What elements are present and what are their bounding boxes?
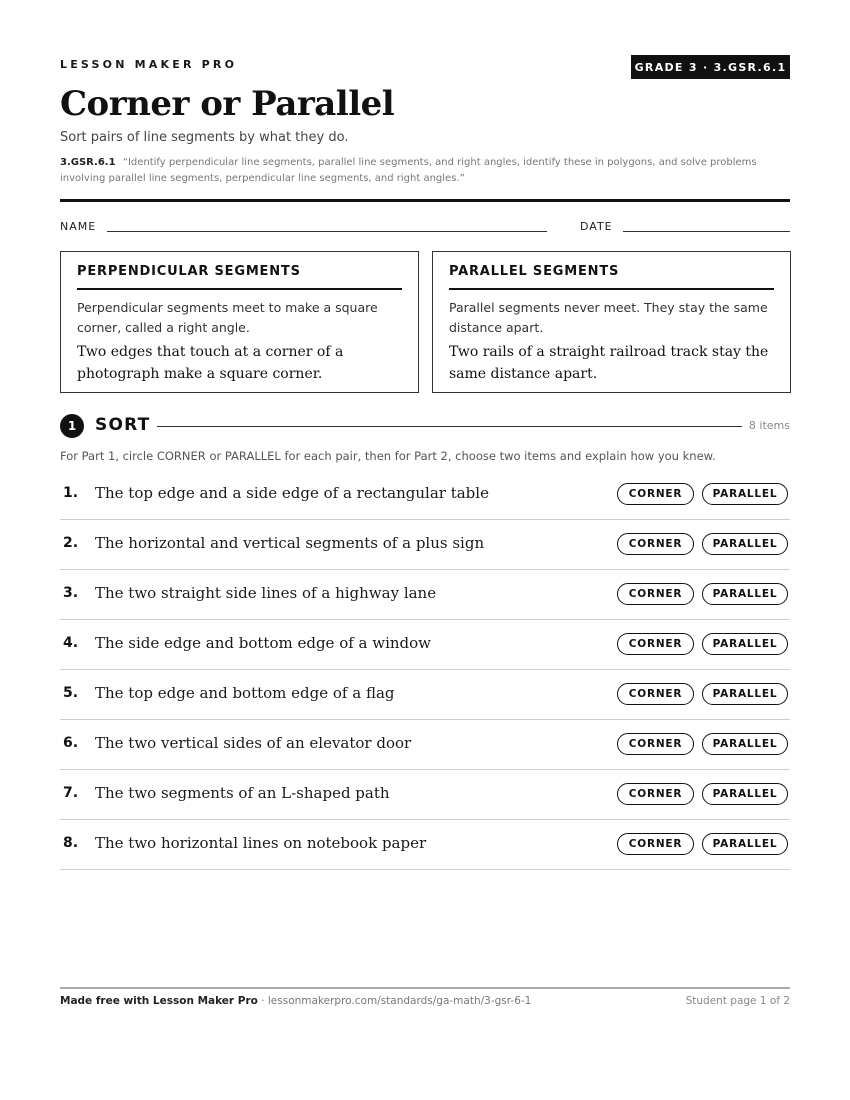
page-title: Corner or Parallel [60, 84, 395, 124]
item-text: The two vertical sides of an elevator door [95, 734, 412, 752]
parallel-choice[interactable]: PARALLEL [702, 533, 788, 555]
date-field[interactable] [623, 231, 790, 232]
standard-description [60, 155, 790, 187]
box-heading: PARALLEL SEGMENTS [449, 264, 774, 290]
corner-choice[interactable]: CORNER [617, 483, 694, 505]
box-definition: Parallel segments never meet. They stay the same distance apart. [449, 300, 768, 335]
list-item [60, 820, 790, 870]
item-text: The side edge and bottom edge of a window [95, 634, 432, 652]
box-example: Two rails of a straight railroad track stay the same distance apart. [449, 344, 769, 382]
parallel-choice[interactable]: PARALLEL [702, 483, 788, 505]
parallel-choice[interactable]: PARALLEL [702, 783, 788, 805]
corner-choice[interactable]: CORNER [617, 633, 694, 655]
item-number: 8. [63, 835, 79, 851]
footer-link[interactable]: · lessonmakerpro.com/standards/ga-math/3-gsr-6-1 [261, 995, 532, 1007]
parallel-choice[interactable]: PARALLEL [702, 683, 788, 705]
footer-credit [60, 995, 531, 1007]
corner-choice[interactable]: CORNER [617, 683, 694, 705]
item-list [60, 470, 790, 870]
item-text: The top edge and a side edge of a rectangular table [95, 484, 489, 502]
list-item [60, 470, 790, 520]
section-number-badge: 1 [60, 414, 84, 438]
item-number: 1. [63, 485, 79, 501]
parallel-box [432, 251, 791, 393]
footer-divider [60, 987, 790, 989]
list-item [60, 620, 790, 670]
item-number: 4. [63, 635, 79, 651]
item-number: 5. [63, 685, 79, 701]
list-item [60, 720, 790, 770]
corner-choice[interactable]: CORNER [617, 833, 694, 855]
standard-code: 3.GSR.6.1 [60, 157, 116, 168]
corner-choice[interactable]: CORNER [617, 533, 694, 555]
section-divider [157, 426, 742, 427]
list-item [60, 520, 790, 570]
parallel-choice[interactable]: PARALLEL [702, 633, 788, 655]
item-text: The two straight side lines of a highway lane [95, 584, 437, 602]
item-number: 2. [63, 535, 79, 551]
corner-choice[interactable]: CORNER [617, 583, 694, 605]
perpendicular-box [60, 251, 419, 393]
item-number: 3. [63, 585, 79, 601]
parallel-choice[interactable]: PARALLEL [702, 733, 788, 755]
list-item [60, 770, 790, 820]
section-header [60, 414, 790, 438]
section-title: SORT [95, 415, 151, 435]
item-text: The top edge and bottom edge of a flag [95, 684, 395, 702]
parallel-choice[interactable]: PARALLEL [702, 583, 788, 605]
item-text: The horizontal and vertical segments of a plus sign [95, 534, 485, 552]
box-example: Two edges that touch at a corner of a photograph make a square corner. [77, 344, 344, 382]
box-heading: PERPENDICULAR SEGMENTS [77, 264, 402, 290]
item-text: The two segments of an L-shaped path [95, 784, 390, 802]
box-definition: Perpendicular segments meet to make a square corner, called a right angle. [77, 300, 378, 335]
instructions: For Part 1, circle CORNER or PARALLEL for each pair, then for Part 2, choose two items and explain how you knew. [60, 449, 716, 463]
page-subtitle: Sort pairs of line segments by what they do. [60, 130, 349, 145]
date-label: DATE [580, 220, 613, 233]
item-text: The two horizontal lines on notebook paper [95, 834, 427, 852]
list-item [60, 570, 790, 620]
standard-text: “Identify perpendicular line segments, parallel line segments, and right angles, identify these in polygons, and solve problems involving parallel line segments, perpendicular line segments, and right angles.” [60, 157, 757, 184]
grade-badge: GRADE 3 · 3.GSR.6.1 [631, 55, 790, 79]
list-item [60, 670, 790, 720]
page-indicator: Student page 1 of 2 [685, 995, 790, 1007]
item-number: 7. [63, 785, 79, 801]
corner-choice[interactable]: CORNER [617, 733, 694, 755]
name-label: NAME [60, 220, 97, 233]
parallel-choice[interactable]: PARALLEL [702, 833, 788, 855]
brand-name: LESSON MAKER PRO [60, 58, 238, 71]
header-divider [60, 199, 790, 202]
footer-made-with: Made free with Lesson Maker Pro [60, 995, 258, 1007]
corner-choice[interactable]: CORNER [617, 783, 694, 805]
name-date-row [60, 219, 790, 235]
item-number: 6. [63, 735, 79, 751]
item-count: 8 items [748, 419, 790, 432]
name-field[interactable] [107, 231, 547, 232]
